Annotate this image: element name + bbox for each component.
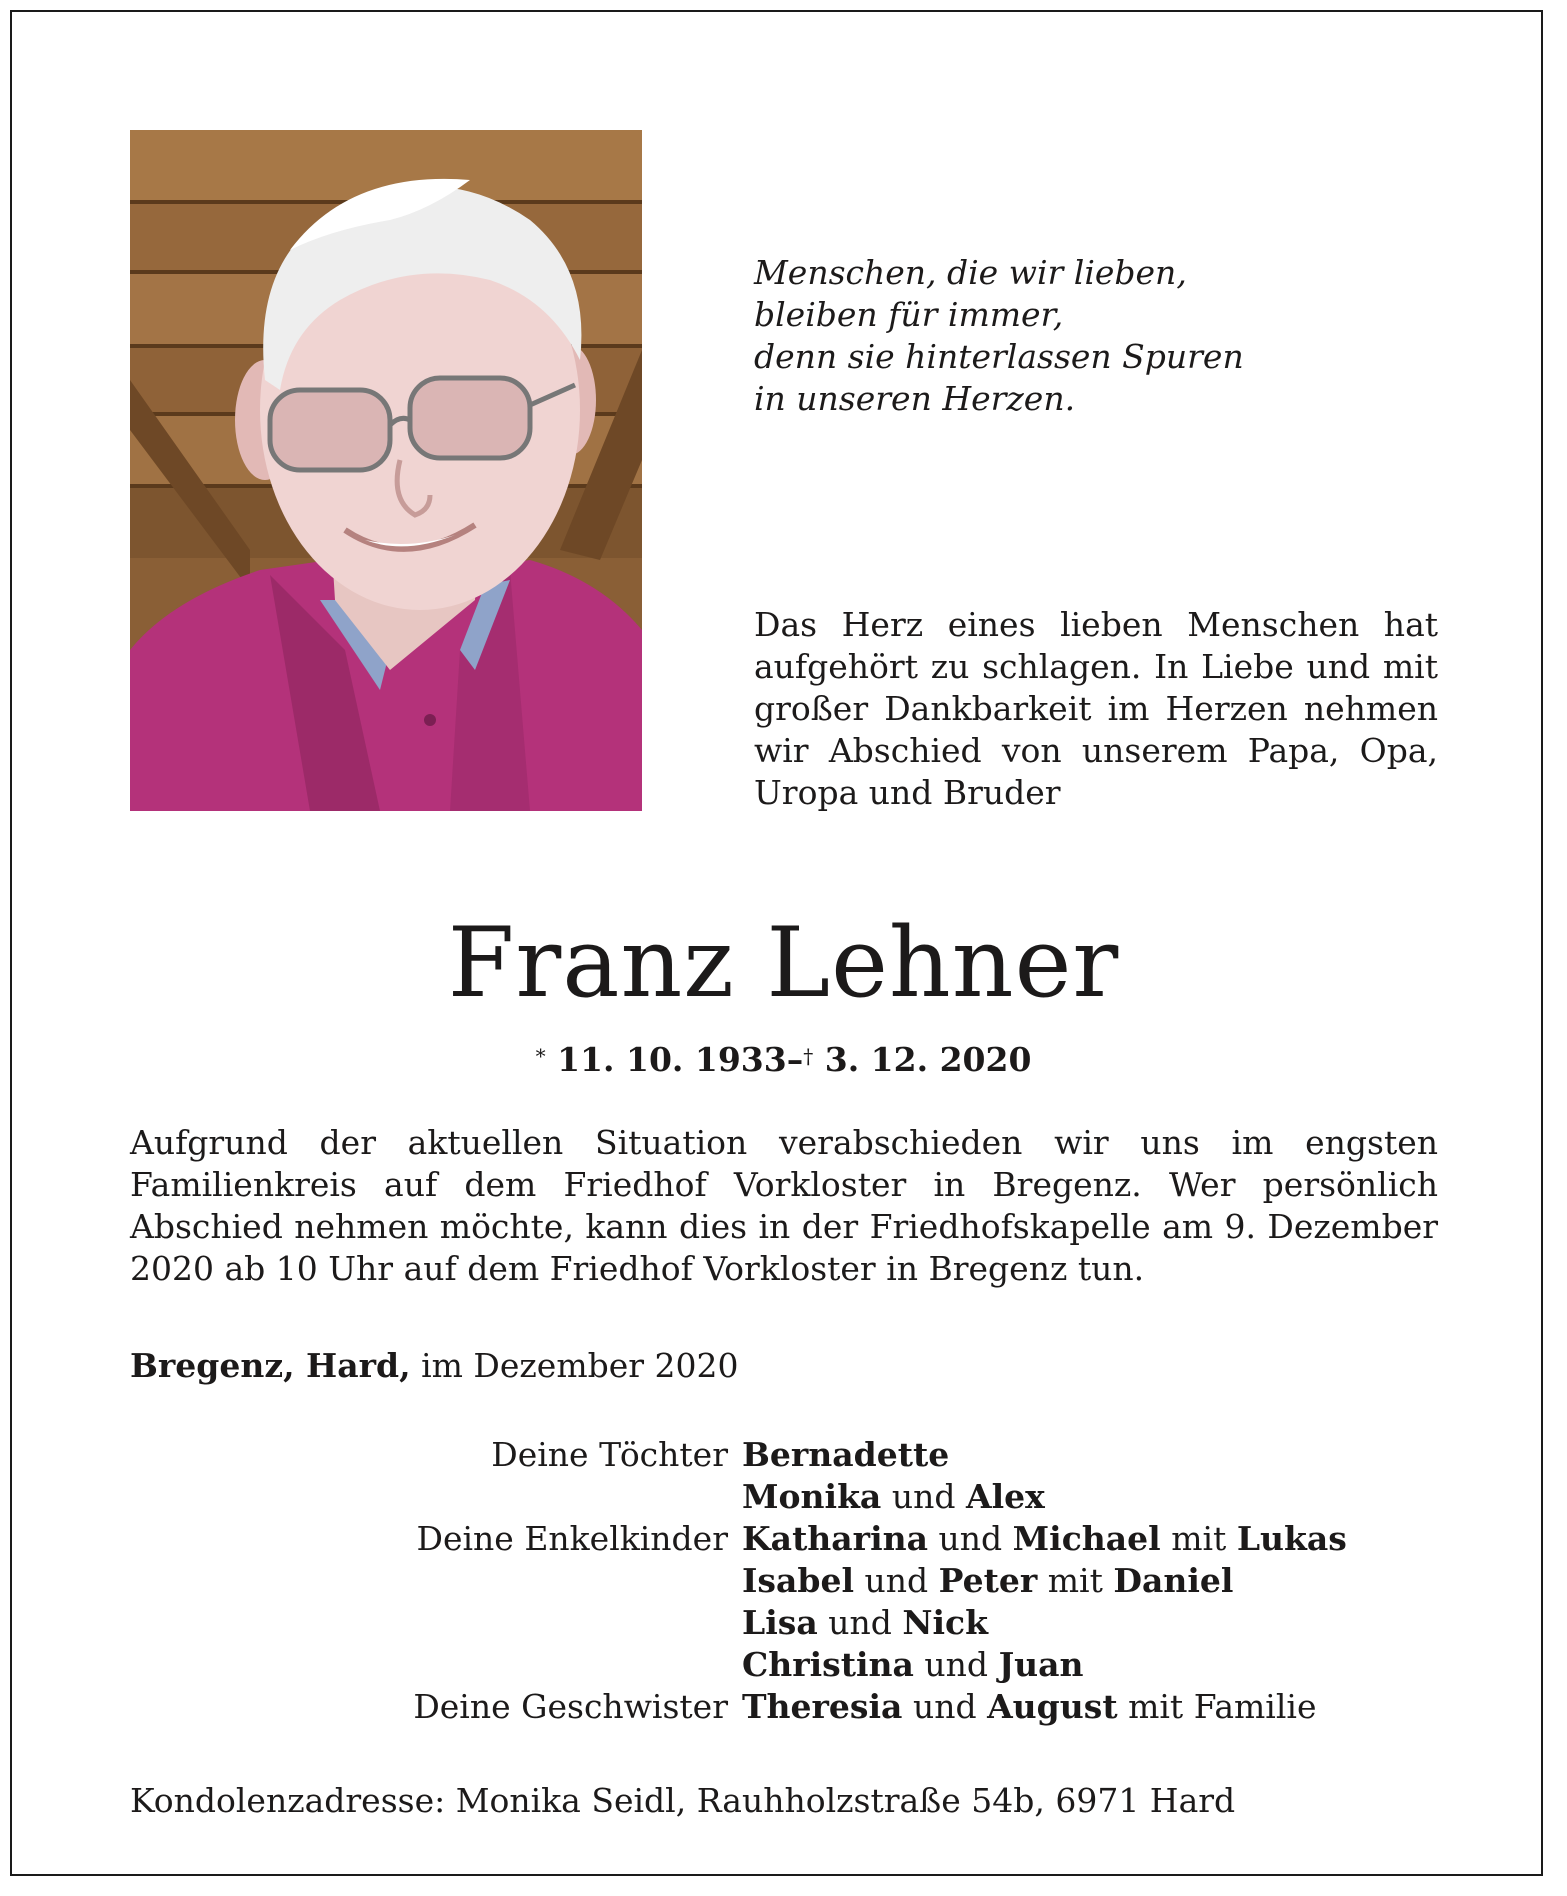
conjunction: und — [912, 1687, 977, 1726]
poem-line: Menschen, die wir lieben, — [754, 253, 1187, 292]
family-row — [130, 1602, 1438, 1644]
family-member: Alex — [965, 1477, 1045, 1516]
family-row — [130, 1434, 1438, 1476]
birth-symbol: * — [535, 1044, 546, 1068]
birth-date: 11. 10. 1933 — [557, 1040, 787, 1079]
date-separator: – — [786, 1040, 804, 1079]
role-label: Deine Enkelkinder — [416, 1519, 728, 1558]
family-member: Bernadette — [742, 1435, 950, 1474]
poem-line: denn sie hinterlassen Spuren — [754, 337, 1244, 376]
notice-date: im Dezember 2020 — [421, 1346, 739, 1385]
condolence-address: Kondolenzadresse: Monika Seidl, Rauhholzstraße 54b, 6971 Hard — [130, 1781, 1236, 1820]
family-member: Peter — [938, 1561, 1038, 1600]
family-member: Nick — [902, 1603, 989, 1642]
death-date: 3. 12. 2020 — [824, 1040, 1032, 1079]
conjunction: mit — [1047, 1561, 1103, 1600]
family-member: Katharina — [742, 1519, 928, 1558]
family-member: Juan — [998, 1645, 1084, 1684]
memorial-poem — [754, 252, 1244, 420]
conjunction: und — [924, 1645, 989, 1684]
place-and-date — [130, 1345, 739, 1387]
family-member: Isabel — [742, 1561, 855, 1600]
role-label: Deine Töchter — [491, 1435, 728, 1474]
family-member: Lisa — [742, 1603, 818, 1642]
family-member: August — [987, 1687, 1118, 1726]
family-row — [130, 1560, 1438, 1602]
family-list — [130, 1434, 1438, 1728]
conjunction: und — [938, 1519, 1003, 1558]
conjunction: und — [891, 1477, 956, 1516]
role-label: Deine Geschwister — [413, 1687, 728, 1726]
funeral-notice: Aufgrund der aktuellen Situation verabschieden wir uns im engsten Familienkreis auf dem Friedhof Vorkloster in Bregenz. Wer persönlich Abschied nehmen möchte, kann dies in der Friedhofskapelle am 9. Dezember 2020 ab 10 Uhr auf dem Friedhof Vorkloster in Bregenz tun. — [130, 1123, 1438, 1288]
family-member: Christina — [742, 1645, 914, 1684]
poem-line: in unseren Herzen. — [754, 379, 1076, 418]
family-member: Monika — [742, 1477, 882, 1516]
family-row — [130, 1476, 1438, 1518]
conjunction: mit — [1171, 1519, 1227, 1558]
life-dates — [0, 1040, 1567, 1080]
poem-line: bleiben für immer, — [754, 295, 1064, 334]
deceased-name: Franz Lehner — [447, 907, 1120, 1019]
conjunction: und — [828, 1603, 892, 1642]
places: Bregenz, Hard, — [130, 1346, 411, 1385]
family-word: Familie — [1193, 1687, 1317, 1726]
family-row — [130, 1686, 1438, 1728]
family-member: Lukas — [1236, 1519, 1347, 1558]
conjunction: mit — [1128, 1687, 1184, 1726]
conjunction: und — [864, 1561, 929, 1600]
intro-paragraph: Das Herz eines lieben Menschen hat aufgehört zu schlagen. In Liebe und mit großer Dankbarkeit im Herzen nehmen wir Abschied von unserem Papa, Opa, Uropa und Bruder — [754, 605, 1438, 812]
family-member: Theresia — [742, 1687, 903, 1726]
family-row — [130, 1518, 1438, 1560]
family-member: Daniel — [1113, 1561, 1234, 1600]
family-member: Michael — [1012, 1519, 1161, 1558]
death-symbol: † — [803, 1044, 814, 1068]
family-row — [130, 1644, 1438, 1686]
portrait-photo — [130, 130, 642, 811]
